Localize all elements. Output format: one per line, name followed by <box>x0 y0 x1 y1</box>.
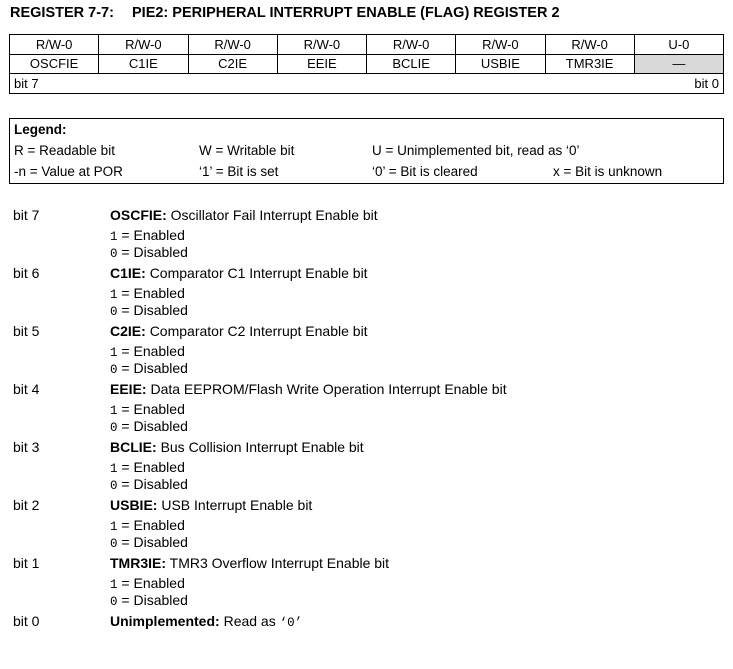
bit-description <box>0 611 733 669</box>
legend-bit-set: ‘1’ = Bit is set <box>199 164 279 179</box>
value-zero: 0 <box>110 479 118 493</box>
bit-desc-text: Comparator C1 Interrupt Enable bit <box>149 265 368 281</box>
option-text: Disabled <box>133 534 188 550</box>
equals-sign: = <box>121 302 130 318</box>
value-one: 1 <box>110 520 118 534</box>
bit-description <box>0 205 733 263</box>
value-one: 1 <box>110 462 118 476</box>
bit-name: Unimplemented: <box>110 613 220 629</box>
access-cell: R/W-0 <box>188 35 277 55</box>
register-title <box>10 5 560 21</box>
bit-position-row <box>10 74 724 94</box>
access-cell: R/W-0 <box>10 35 99 55</box>
option-text: Enabled <box>133 401 185 417</box>
bit-desc-text: Read as <box>223 613 276 629</box>
bit-description <box>0 495 733 553</box>
legend-unimplemented: U = Unimplemented bit, read as ‘0’ <box>372 143 580 158</box>
option-disabled <box>110 476 188 493</box>
msb-label: bit 7 <box>14 75 39 91</box>
register-name: PIE2: PERIPHERAL INTERRUPT ENABLE (FLAG) REGISTER 2 <box>132 5 560 21</box>
bit-name: BCLIE: <box>110 439 157 455</box>
legend-writable: W = Writable bit <box>199 143 295 158</box>
option-enabled <box>110 459 185 476</box>
bit-name-cell: USBIE <box>456 55 545 74</box>
option-enabled <box>110 285 185 302</box>
access-cell: R/W-0 <box>456 35 545 55</box>
bit-name: OSCFIE: <box>110 207 167 223</box>
bit-description <box>0 321 733 379</box>
option-text: Enabled <box>133 227 185 243</box>
option-enabled <box>110 401 185 418</box>
option-disabled <box>110 244 188 261</box>
bit-desc-text: Data EEPROM/Flash Write Operation Interrupt Enable bit <box>150 381 507 397</box>
access-cell: U-0 <box>634 35 723 55</box>
value-one: 1 <box>110 346 118 360</box>
bit-name-cell: OSCFIE <box>10 55 99 74</box>
option-enabled <box>110 227 185 244</box>
legend-por: -n = Value at POR <box>14 164 123 179</box>
equals-sign: = <box>121 592 130 608</box>
access-cell: R/W-0 <box>367 35 456 55</box>
value-one: 1 <box>110 578 118 592</box>
equals-sign: = <box>121 343 130 359</box>
equals-sign: = <box>121 476 130 492</box>
value-zero: 0 <box>110 305 118 319</box>
bit-desc-text: Bus Collision Interrupt Enable bit <box>160 439 364 455</box>
option-disabled <box>110 302 188 319</box>
option-text: Enabled <box>133 459 185 475</box>
bit-description <box>0 553 733 611</box>
bit-desc <box>110 497 312 513</box>
bit-label: bit 2 <box>13 497 40 513</box>
option-enabled <box>110 343 185 360</box>
bit-name: TMR3IE: <box>110 555 166 571</box>
bit-description <box>0 263 733 321</box>
legend-title: Legend: <box>14 122 67 137</box>
legend-bit-unknown: x = Bit is unknown <box>553 164 663 179</box>
option-text: Enabled <box>133 285 185 301</box>
option-enabled <box>110 575 185 592</box>
bit-name-cell: EEIE <box>277 55 366 74</box>
bit-desc-text: USB Interrupt Enable bit <box>161 497 313 513</box>
bit-name-cell: C1IE <box>99 55 188 74</box>
bit-name: C1IE: <box>110 265 146 281</box>
equals-sign: = <box>121 575 130 591</box>
bit-name: C2IE: <box>110 323 146 339</box>
value-zero: 0 <box>110 595 118 609</box>
bit-name: USBIE: <box>110 497 158 513</box>
access-cell: R/W-0 <box>545 35 634 55</box>
bit-description <box>0 379 733 437</box>
option-enabled <box>110 517 185 534</box>
bit-label: bit 4 <box>13 381 40 397</box>
option-disabled <box>110 592 188 609</box>
bit-desc-text: TMR3 Overflow Interrupt Enable bit <box>169 555 390 571</box>
register-number: REGISTER 7-7: <box>10 5 114 21</box>
value-one: 1 <box>110 230 118 244</box>
bit-desc <box>110 555 389 571</box>
bit-label: bit 0 <box>13 613 40 629</box>
value-zero: 0 <box>110 247 118 261</box>
option-text: Disabled <box>133 418 188 434</box>
equals-sign: = <box>121 517 130 533</box>
access-cell: R/W-0 <box>277 35 366 55</box>
value-one: 1 <box>110 288 118 302</box>
bit-desc <box>110 207 378 223</box>
read-value: ‘0’ <box>279 616 303 630</box>
equals-sign: = <box>121 459 130 475</box>
option-text: Disabled <box>133 302 188 318</box>
access-row <box>10 35 724 55</box>
bit-desc <box>110 613 302 630</box>
bit-desc <box>110 323 368 339</box>
bit-label: bit 7 <box>13 207 40 223</box>
option-disabled <box>110 360 188 377</box>
bit-position-cell <box>10 74 724 94</box>
option-text: Disabled <box>133 476 188 492</box>
lsb-label: bit 0 <box>694 75 719 91</box>
value-zero: 0 <box>110 537 118 551</box>
bit-name-cell-unimplemented: — <box>634 55 723 74</box>
equals-sign: = <box>121 401 130 417</box>
value-one: 1 <box>110 404 118 418</box>
value-zero: 0 <box>110 421 118 435</box>
option-text: Disabled <box>133 244 188 260</box>
option-disabled <box>110 534 188 551</box>
bit-desc-text: Oscillator Fail Interrupt Enable bit <box>170 207 378 223</box>
bit-description <box>0 437 733 495</box>
bit-name-cell: BCLIE <box>367 55 456 74</box>
bit-label: bit 5 <box>13 323 40 339</box>
bit-descriptions <box>0 205 733 669</box>
bit-name-cell: TMR3IE <box>545 55 634 74</box>
option-text: Disabled <box>133 592 188 608</box>
equals-sign: = <box>121 244 130 260</box>
bit-desc <box>110 265 368 281</box>
bit-label: bit 3 <box>13 439 40 455</box>
option-text: Disabled <box>133 360 188 376</box>
equals-sign: = <box>121 534 130 550</box>
bit-name: EEIE: <box>110 381 147 397</box>
option-disabled <box>110 418 188 435</box>
equals-sign: = <box>121 285 130 301</box>
option-text: Enabled <box>133 517 185 533</box>
legend-bit-cleared: ‘0’ = Bit is cleared <box>372 164 478 179</box>
bit-name-row <box>10 55 724 74</box>
register-bit-map <box>9 34 724 94</box>
legend-box <box>9 118 724 184</box>
bit-desc <box>110 439 364 455</box>
bit-desc-text: Comparator C2 Interrupt Enable bit <box>149 323 368 339</box>
equals-sign: = <box>121 227 130 243</box>
option-text: Enabled <box>133 343 185 359</box>
bit-label: bit 6 <box>13 265 40 281</box>
legend-readable: R = Readable bit <box>14 143 115 158</box>
bit-label: bit 1 <box>13 555 40 571</box>
option-text: Enabled <box>133 575 185 591</box>
bit-desc <box>110 381 507 397</box>
equals-sign: = <box>121 360 130 376</box>
equals-sign: = <box>121 418 130 434</box>
value-zero: 0 <box>110 363 118 377</box>
access-cell: R/W-0 <box>99 35 188 55</box>
bit-name-cell: C2IE <box>188 55 277 74</box>
